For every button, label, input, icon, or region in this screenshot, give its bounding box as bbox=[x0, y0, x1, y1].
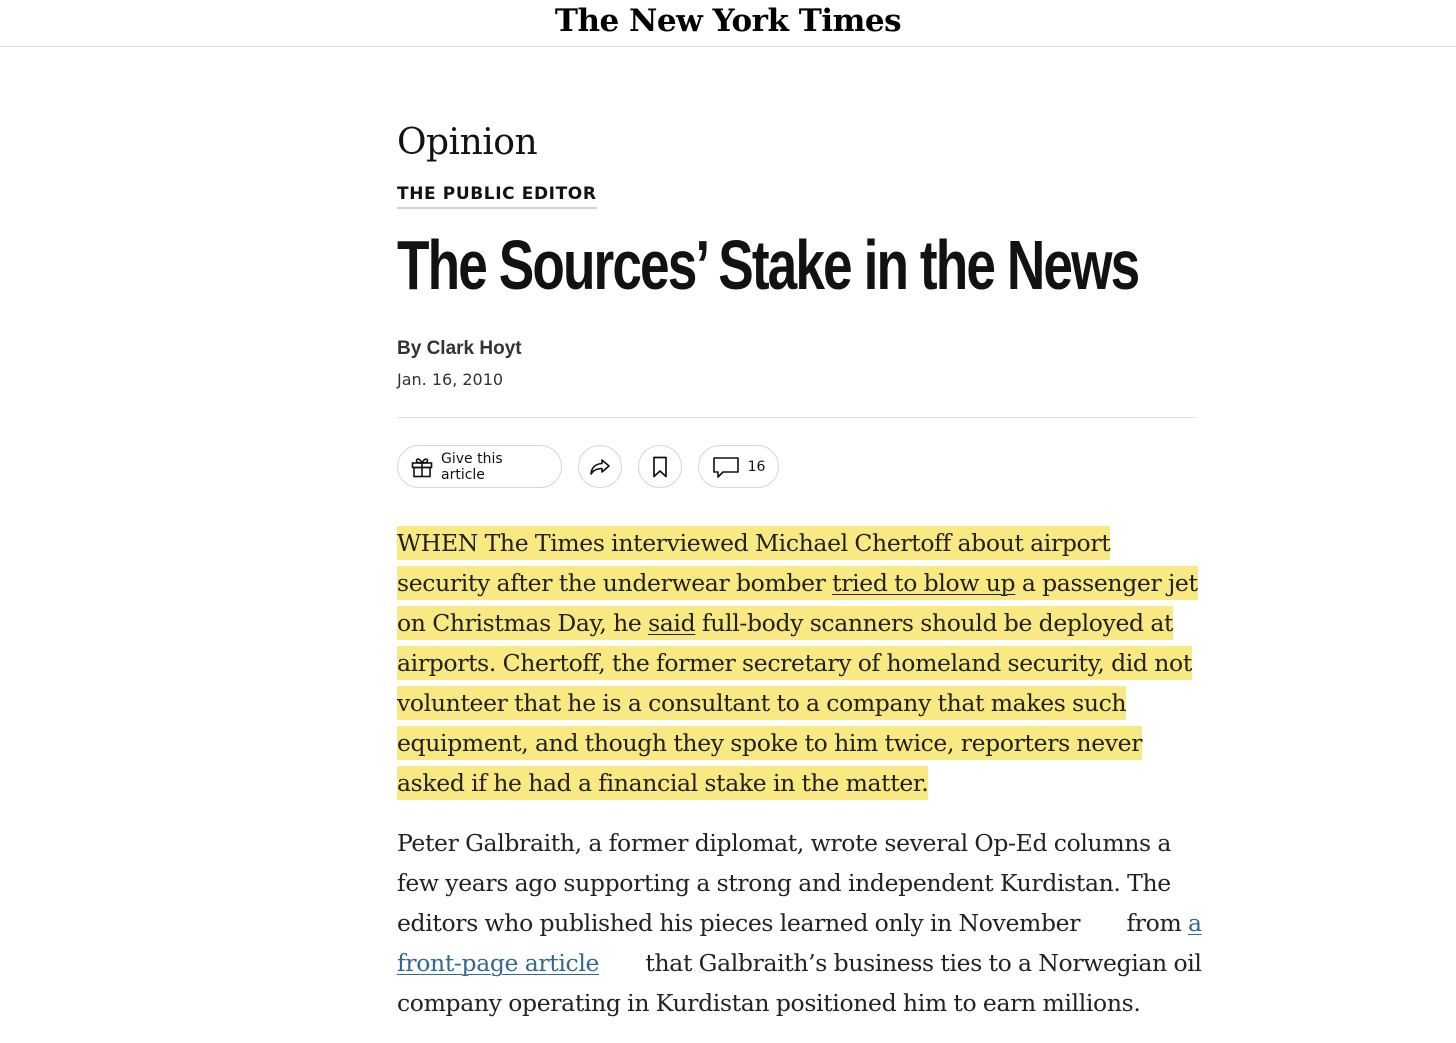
divider bbox=[397, 417, 1197, 418]
p1-text-3: full-body scanners should be deployed at airports. Chertoff, the former secretary of homeland security, did not volunteer that he is a consultant to a company that makes such equipment, and though they spoke to him twice, reporters never asked if he had a financial stake in the matter. bbox=[397, 609, 1192, 797]
kicker-public-editor[interactable]: THE PUBLIC EDITOR bbox=[397, 184, 597, 209]
link-said[interactable]: said bbox=[648, 609, 696, 637]
share-button[interactable] bbox=[578, 445, 622, 488]
comments-button[interactable] bbox=[698, 445, 779, 488]
p1-text-1: WHEN The Times interviewed Michael Chertoff about airport security after the underwear bomber bbox=[397, 529, 1111, 597]
headline: The Sources’ Stake in the News bbox=[397, 226, 1139, 304]
give-article-label: Give this article bbox=[441, 450, 503, 483]
highlighted-text bbox=[397, 526, 1198, 800]
comments-count: 16 bbox=[747, 458, 766, 475]
nyt-logo[interactable]: The New York Times bbox=[554, 3, 902, 39]
section-label[interactable]: Opinion bbox=[397, 122, 538, 163]
byline: By Clark Hoyt bbox=[397, 338, 522, 359]
p2-text-1: Peter Galbraith, a former diplomat, wrote several Op-Ed columns a few years ago supporting a strong and independent Kurdistan. The editors who published his pieces learned only in November from bbox=[397, 829, 1189, 937]
share-icon bbox=[588, 455, 612, 479]
paragraph-2 bbox=[397, 823, 1207, 1023]
save-button[interactable] bbox=[638, 445, 682, 488]
give-article-button[interactable] bbox=[397, 445, 562, 488]
p2-text-2: that Galbraith’s business ties to a Norwegian oil company operating in Kurdistan positioned him to earn millions. bbox=[397, 949, 1209, 1017]
publish-date: Jan. 16, 2010 bbox=[397, 370, 504, 389]
link-tried-to-blow-up[interactable]: tried to blow up bbox=[832, 569, 1016, 597]
article-body bbox=[397, 523, 1207, 1043]
p1-text-2: a passenger jet on Christmas Day, he bbox=[397, 569, 1198, 637]
bookmark-icon bbox=[650, 455, 670, 479]
comment-icon bbox=[712, 455, 740, 479]
masthead bbox=[0, 0, 1456, 47]
link-front-page-article[interactable]: a front-page article bbox=[397, 909, 1202, 977]
gift-icon bbox=[410, 455, 434, 479]
paragraph-1 bbox=[397, 523, 1207, 803]
